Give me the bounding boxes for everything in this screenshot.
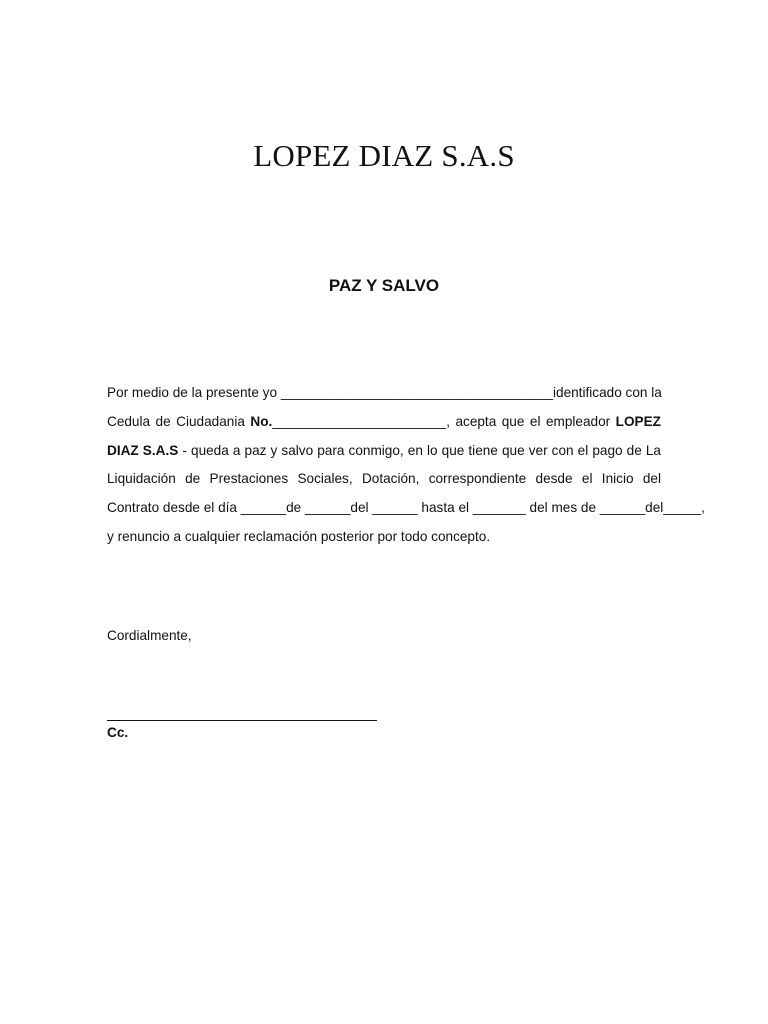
paragraph-text: identificado con la — [552, 385, 662, 400]
body-paragraph — [107, 379, 705, 552]
paragraph-text: - queda a paz y salvo para conmigo, en lo que tiene que ver con el pago de La — [178, 442, 661, 458]
paragraph-line-2 — [107, 408, 661, 437]
employer-name: LOPEZ — [615, 413, 661, 429]
paragraph-text: Cedula de Ciudadania — [107, 413, 251, 429]
paragraph-line-5: Contrato desde el día ______de ______del ______ hasta el _______ del mes de ______del_____, — [107, 500, 705, 516]
id-number-blank: _______________________ — [272, 413, 447, 429]
paragraph-line-3 — [107, 437, 661, 466]
signature-id-label: Cc. — [107, 725, 129, 740]
paragraph-line-6: y renuncio a cualquier reclamación posterior por todo concepto. — [107, 528, 491, 544]
paragraph-line-1 — [107, 379, 661, 408]
paragraph-line-4: Liquidación de Prestaciones Sociales, Dotación, correspondiente desde el Inicio del — [107, 471, 661, 487]
name-blank: ____________________________________ — [280, 385, 553, 400]
paragraph-text: , acepta que el empleador — [446, 413, 616, 429]
id-number-label: No. — [250, 413, 273, 429]
document-title: PAZ Y SALVO — [328, 276, 440, 295]
company-name: LOPEZ DIAZ S.A.S — [253, 138, 515, 173]
closing-salutation: Cordialmente, — [107, 628, 192, 643]
signature-line — [107, 720, 377, 721]
paragraph-text: Por medio de la presente yo — [107, 385, 281, 400]
employer-name: DIAZ S.A.S — [107, 442, 179, 458]
